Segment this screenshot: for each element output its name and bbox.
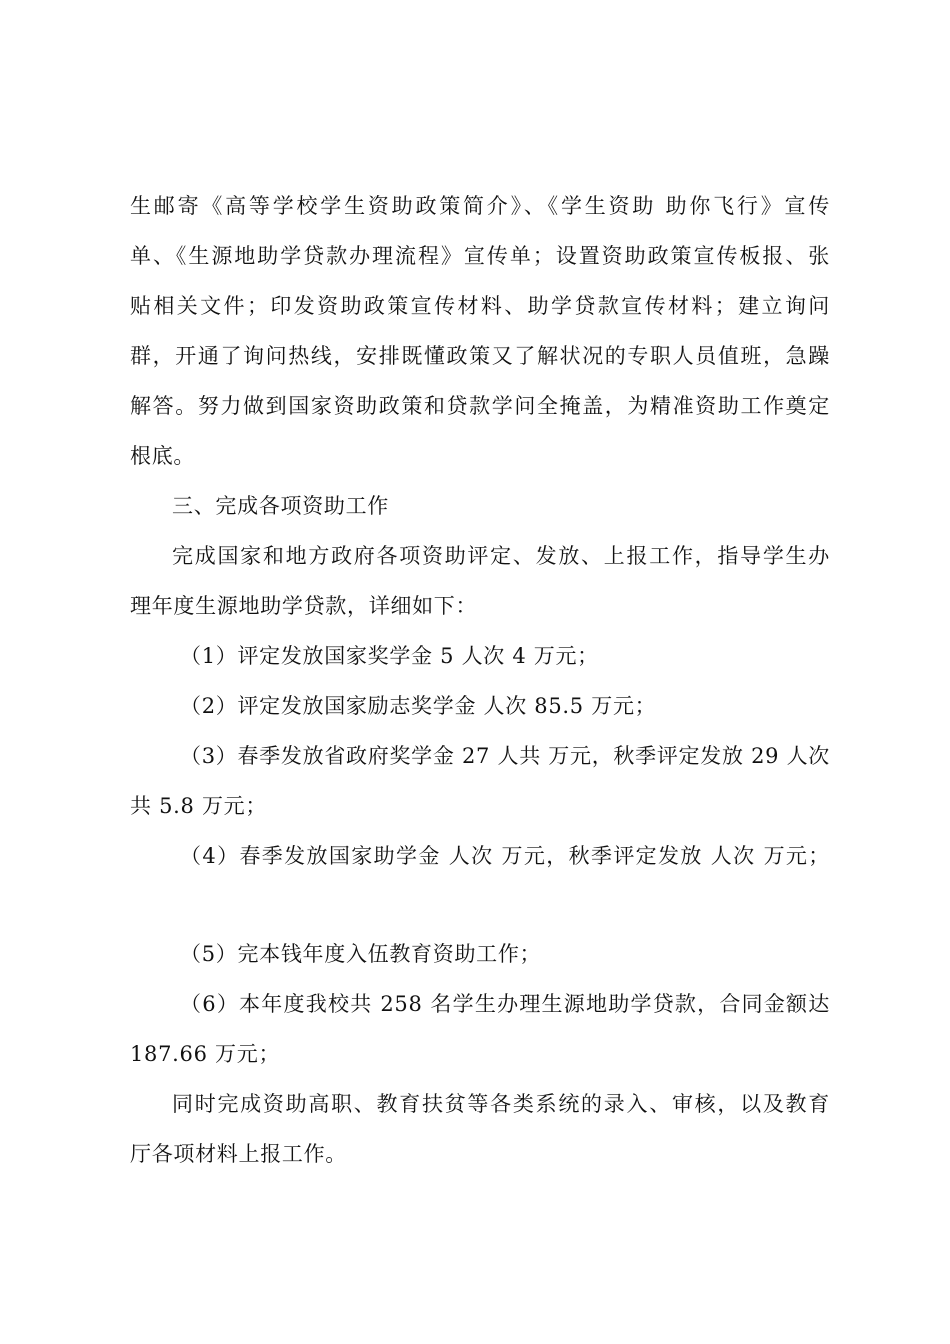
- paragraph-line: 单、《生源地助学贷款办理流程》宣传单；设置资助政策宣传板报、张: [130, 244, 830, 268]
- list-item: （4）春季发放国家助学金 人次 万元，秋季评定发放 人次 万元；: [180, 844, 830, 868]
- paragraph-line: 理年度生源地助学贷款，详细如下：: [130, 594, 478, 618]
- list-item: （2）评定发放国家励志奖学金 人次 85.5 万元；: [180, 694, 657, 718]
- list-item: （1）评定发放国家奖学金 5 人次 4 万元；: [180, 644, 599, 668]
- list-item-continuation: 共 5.8 万元；: [130, 794, 268, 818]
- paragraph-line: 生邮寄《高等学校学生资助政策简介》、《学生资助 助你飞行》宣传: [130, 194, 830, 218]
- section-heading: 三、完成各项资助工作: [172, 494, 389, 518]
- paragraph-line: 根底。: [130, 444, 196, 468]
- paragraph-line: 同时完成资助高职、教育扶贫等各类系统的录入、审核，以及教育: [172, 1092, 830, 1116]
- paragraph-line: 厅各项材料上报工作。: [130, 1142, 347, 1166]
- paragraph-line: 群，开通了询问热线，安排既懂政策又了解状况的专职人员值班，急躁: [130, 344, 830, 368]
- list-item-continuation: 187.66 万元；: [130, 1042, 281, 1066]
- paragraph-line: 贴相关文件；印发资助政策宣传材料、助学贷款宣传材料；建立询问: [130, 294, 830, 318]
- list-item: （3）春季发放省政府奖学金 27 人共 万元，秋季评定发放 29 人次: [180, 744, 830, 768]
- paragraph-line: 解答。努力做到国家资助政策和贷款学问全掩盖，为精准资助工作奠定: [130, 394, 830, 418]
- paragraph-line: 完成国家和地方政府各项资助评定、发放、上报工作，指导学生办: [172, 544, 830, 568]
- list-item: （5）完本钱年度入伍教育资助工作；: [180, 942, 542, 966]
- list-item: （6）本年度我校共 258 名学生办理生源地助学贷款，合同金额达: [180, 992, 830, 1016]
